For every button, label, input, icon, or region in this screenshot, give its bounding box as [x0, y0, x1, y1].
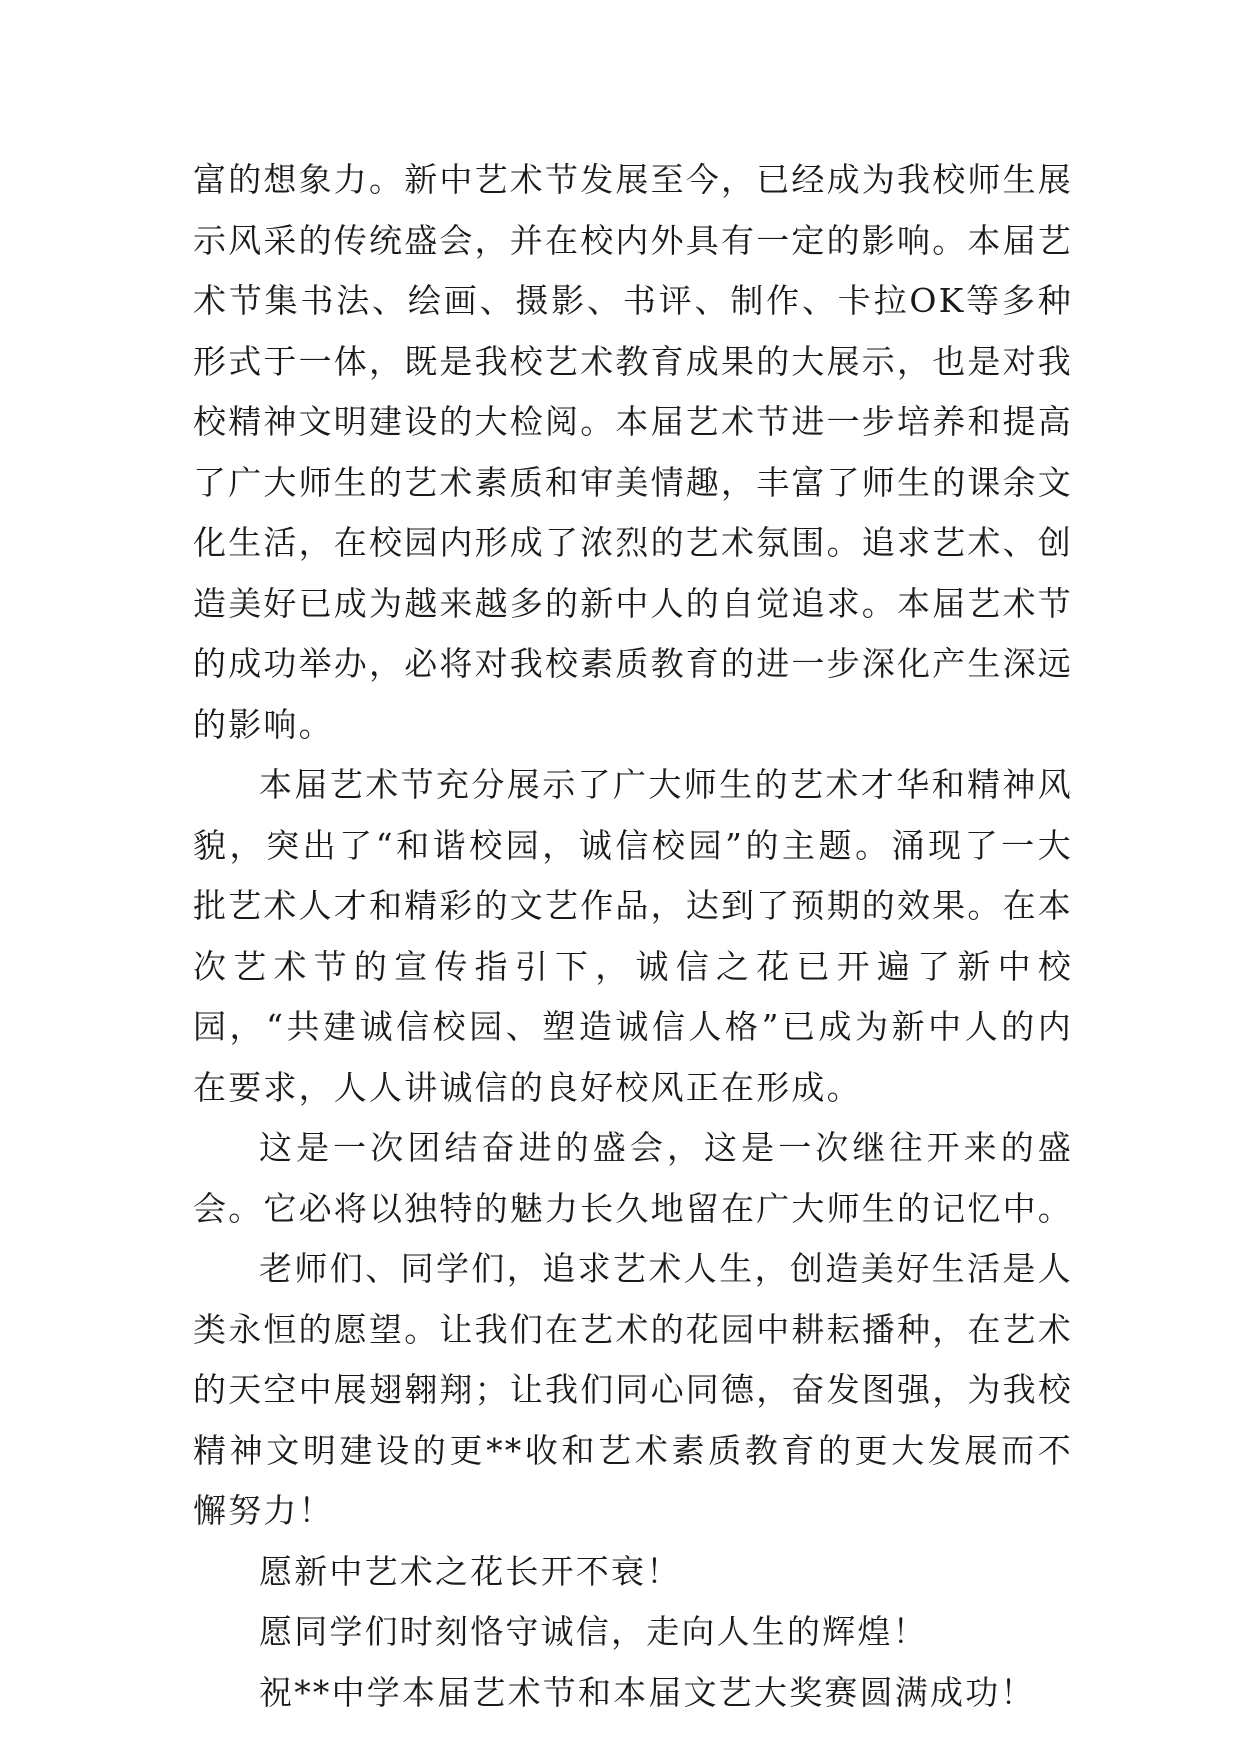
paragraph-appeal: 老师们、同学们，追求艺术人生，创造美好生活是人类永恒的愿望。让我们在艺术的花园中耕耘播种，在艺术的天空中展翅翱翔；让我们同心同德，奋发图强，为我校精神文明建设的更**收和艺术素质教育的更大发展而不懈努力！: [193, 1249, 1073, 1530]
paragraph-wish-students: 愿同学们时刻恪守诚信，走向人生的辉煌！: [259, 1612, 928, 1651]
paragraph-festival-summary: 本届艺术节充分展示了广大师生的艺术才华和精神风貌，突出了“和谐校园，诚信校园”的主题。涌现了一大批艺术人才和精彩的文艺作品，达到了预期的效果。在本次艺术节的宣传指引下，诚信之花已开遍了新中校园，“共建诚信校园、塑造诚信人格”已成为新中人的内在要求，人人讲诚信的良好校风正在形成。: [193, 765, 1073, 1107]
paragraph-continuation: 富的想象力。新中艺术节发展至今，已经成为我校师生展示风采的传统盛会，并在校内外具有一定的影响。本届艺术节集书法、绘画、摄影、书评、制作、卡拉OK等多种形式于一体，既是我校艺术教育成果的大展示，也是对我校精神文明建设的大检阅。本届艺术节进一步培养和提高了广大师生的艺术素质和审美情趣，丰富了师生的课余文化生活，在校园内形成了浓烈的艺术氛围。追求艺术、创造美好已成为越来越多的新中人的自觉追求。本届艺术节的成功举办，必将对我校素质教育的进一步深化产生深远的影响。: [193, 160, 1073, 744]
paragraph-gathering: 这是一次团结奋进的盛会，这是一次继往开来的盛会。它必将以独特的魅力长久地留在广大师生的记忆中。: [193, 1128, 1073, 1228]
document-body: [193, 150, 1073, 1723]
paragraph-wish-success: 祝**中学本届艺术节和本届文艺大奖赛圆满成功！: [259, 1672, 1036, 1712]
paragraph-wish-art: 愿新中艺术之花长开不衰！: [259, 1551, 682, 1591]
